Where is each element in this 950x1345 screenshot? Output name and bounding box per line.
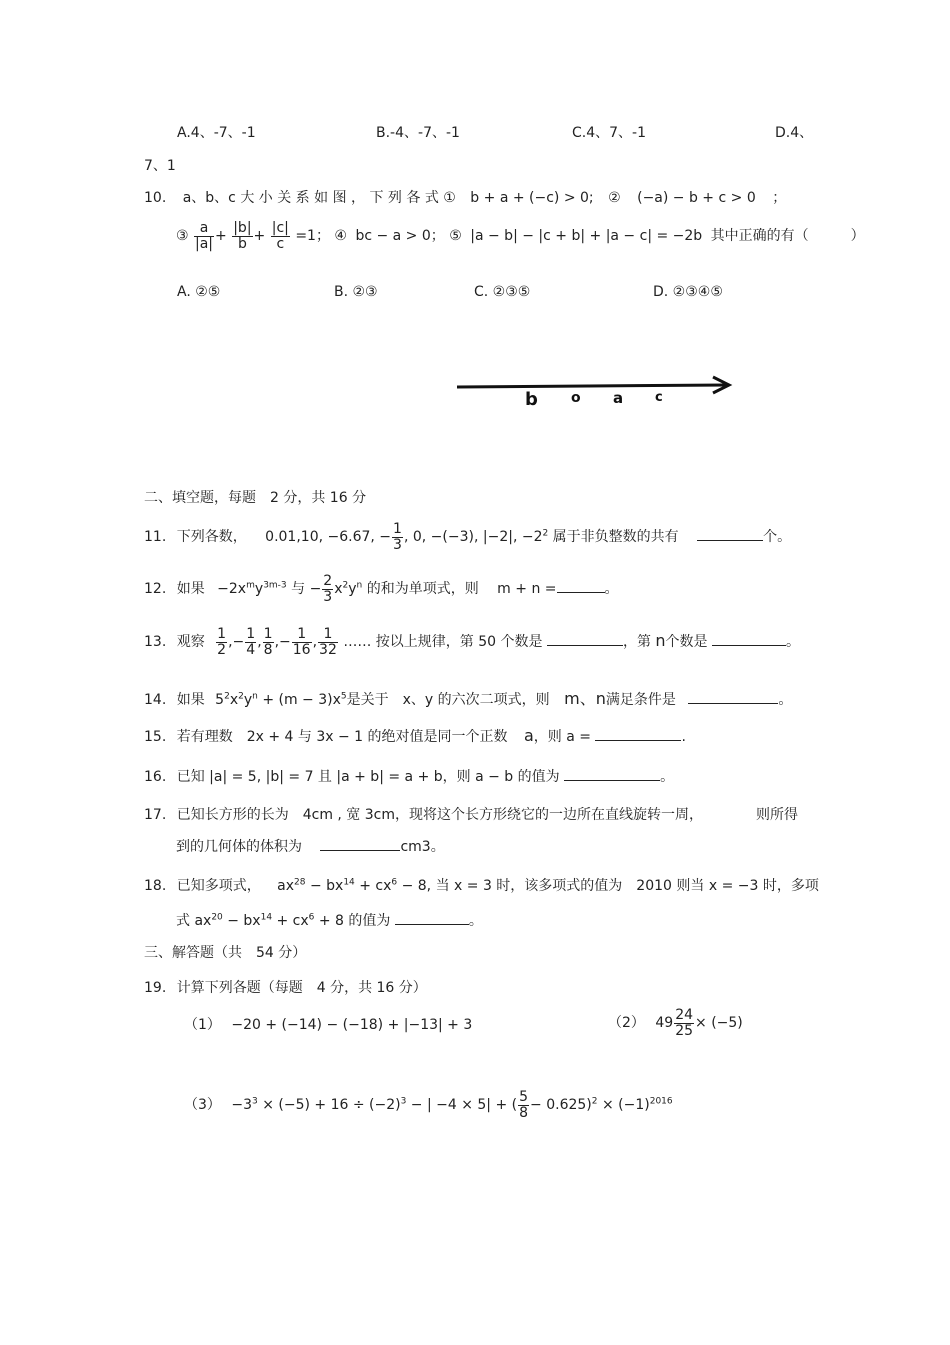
q13-mid: 按以上规律，第 50 个数是: [375, 634, 543, 651]
question-13: [144, 627, 800, 657]
q19-part3-a: −3: [231, 1097, 253, 1114]
q13-answer-blank-1[interactable]: [547, 633, 623, 646]
q11-frac: [392, 522, 403, 552]
q12-sup2: 3m-3: [263, 580, 287, 591]
q14-term2: x: [229, 692, 239, 708]
q12-answer-blank[interactable]: [557, 580, 605, 593]
q14-answer-blank[interactable]: [688, 691, 778, 704]
q13-dots: ……: [343, 634, 372, 651]
q14-mn: m、n: [564, 689, 606, 708]
question-15: [144, 726, 686, 746]
q13-frac-5-den: 32: [319, 641, 337, 658]
question-19: [144, 977, 427, 997]
q19-part3-b: × (−5) + 16 ÷ (−2): [262, 1097, 401, 1114]
q12-frac: [322, 574, 333, 604]
q10-expr1: b + a + (−c) > 0;: [470, 190, 594, 206]
q9-option-c: C.4、7、-1: [572, 125, 646, 141]
q12-lead: 如果: [176, 581, 205, 598]
q9-option-d: D.4、: [775, 125, 814, 141]
q19-part1: [184, 1014, 472, 1034]
q10-frac3-num: |c|: [271, 220, 289, 236]
q18-f1: 20: [211, 912, 223, 923]
q10-frac1-den: |a|: [195, 235, 214, 252]
q12-tail: 的和为单项式，则: [366, 581, 479, 598]
q18-p1: ax: [277, 878, 295, 894]
q19-part3-e-sup: 2016: [649, 1096, 673, 1107]
q15-answer-blank[interactable]: [595, 728, 681, 741]
q11-frac-den: 3: [393, 536, 402, 553]
q19-part3-a-sup: 3: [252, 1096, 258, 1107]
q17-number: 17.: [144, 807, 167, 823]
q10-frac1: [194, 221, 214, 251]
question-17-line1: [144, 804, 703, 824]
q18-l2b: − bx: [227, 913, 261, 929]
question-12: [144, 574, 619, 604]
q10-eq1: =1；: [295, 228, 330, 245]
q13-frac-2-num: 1: [246, 626, 256, 642]
q18-p3: + cx: [359, 878, 392, 894]
q16-text: 已知 |a| = 5, |b| = 7 且 |a + b| = a + b，则 a − b 的值为: [176, 769, 560, 785]
q10-number: 10.: [144, 190, 167, 206]
q13-frac-4-num: 1: [292, 627, 312, 643]
q11-lead: 下列各数，: [176, 529, 247, 546]
q14-sup4: 5: [340, 691, 347, 702]
q15-number: 15.: [144, 729, 167, 745]
q12-neg: −: [309, 581, 322, 598]
q19-part3-b-sup: 3: [400, 1096, 407, 1107]
q19-part3-label: （3）: [184, 1097, 221, 1114]
q19-part3-d: − 0.625): [530, 1097, 592, 1114]
q12-sup1: m: [246, 580, 255, 591]
q18-p4: − 8,: [401, 878, 432, 894]
q18-l2c: + cx: [276, 913, 309, 929]
q14-end: 。: [778, 692, 793, 708]
q15-end: .: [681, 729, 686, 745]
q19-text: 计算下列各题（每题 4 分，共 16 分）: [176, 980, 427, 996]
q15-tail: ，则 a =: [533, 729, 592, 745]
q15-text: 若有理数 2x + 4 与 3x − 1 的绝对值是同一个正数: [176, 729, 508, 745]
q18-p2: − bx: [309, 878, 344, 894]
q10-semicolon: ；: [772, 190, 787, 206]
q13-end: 。: [786, 634, 800, 651]
q12-term1: −2x: [217, 581, 247, 598]
q14-sup1: 2: [224, 691, 230, 702]
q13-frac-4-sign: −: [279, 634, 291, 651]
q10-frac3: [271, 221, 290, 251]
q19-part3-d-sup: 2: [591, 1096, 598, 1107]
q11-answer-blank[interactable]: [697, 528, 763, 541]
q11-after: 个。: [763, 529, 792, 546]
q13-frac-4-den: 16: [292, 641, 311, 658]
q11-number: 11.: [144, 529, 167, 546]
question-11: [144, 522, 791, 552]
q19-part2-label: （2）: [608, 1015, 645, 1032]
q11-numbers-a: 0.01,10, −6.67, −: [265, 529, 392, 546]
q13-frac-3-den: 8: [263, 641, 273, 658]
q12-sup4: n: [356, 580, 363, 591]
q13-frac-1: [216, 627, 227, 657]
q14-term1: 5: [215, 692, 225, 708]
q19-part2-tail: × (−5): [695, 1015, 743, 1032]
q10-frac2-num: |b|: [233, 220, 252, 236]
q18-answer-blank[interactable]: [395, 912, 469, 925]
q9-option-d-wrap: 7、1: [144, 158, 176, 174]
q14-lead: 如果: [176, 692, 205, 708]
q10-expr5: |a − b| − |c + b| + |a − c| = −2b: [470, 228, 703, 245]
q19-part1-label: （1）: [184, 1017, 221, 1033]
q16-end: 。: [660, 769, 675, 785]
q12-term3: x: [334, 581, 343, 598]
q12-frac-num: 2: [323, 573, 333, 589]
q14-tail: 满足条件是: [605, 692, 676, 708]
number-line-label-a: a: [613, 389, 624, 407]
q19-part2-frac-num: 24: [675, 1007, 694, 1023]
q10-circle5: ⑤: [449, 228, 462, 245]
q13-lead: 观察: [176, 634, 205, 651]
q11-sup: 2: [542, 528, 549, 539]
q10-circle2: ②: [608, 190, 621, 206]
question-14: [144, 686, 792, 709]
q10-option-b: B. ②③: [334, 284, 378, 300]
q17-line1b: 则所得: [756, 807, 798, 823]
q12-term2: y: [254, 581, 264, 598]
q18-lead: 已知多项式，: [176, 878, 261, 894]
q19-part3-frac: [518, 1090, 529, 1120]
q18-f3: 6: [308, 912, 315, 923]
q10-frac1-num: a: [194, 221, 214, 237]
q18-f2: 14: [260, 912, 273, 923]
number-line-label-o: o: [571, 390, 581, 406]
q13-frac-3: [263, 627, 274, 657]
q11-numbers-b: , 0, −(−3), |−2|, −2: [403, 529, 543, 546]
q10-lead: a、b、c 大 小 关 系 如 图 ， 下 列 各 式 ①: [182, 190, 456, 206]
q19-part2-frac: [674, 1008, 694, 1038]
q11-tail: 属于非负整数的共有: [552, 529, 679, 546]
q11-frac-num: 1: [393, 521, 402, 537]
q10-option-c: C. ②③⑤: [474, 284, 531, 300]
q19-part3-e: × (−1): [601, 1097, 650, 1114]
q13-frac-4: [292, 627, 312, 657]
q12-term4: y: [348, 581, 357, 598]
q13-n: n: [655, 631, 666, 651]
q10-circle4: ④: [334, 228, 347, 245]
number-line-axis: [457, 385, 727, 387]
number-line-label-c: c: [655, 390, 663, 405]
q18-e2: 14: [343, 877, 355, 888]
q18-end: 。: [468, 913, 483, 929]
question-18-line1: [144, 875, 819, 895]
section-3-heading: 三、解答题（共 54 分）: [144, 945, 307, 961]
q10-tail: 其中正确的有（ ）: [710, 228, 865, 245]
q19-part2-int: 49: [655, 1015, 674, 1032]
q14-term4: + (m − 3)x: [262, 692, 341, 708]
q13-frac-2-sign: −: [232, 634, 245, 651]
q19-part2: [608, 1008, 743, 1038]
q13-frac-3-num: 1: [263, 626, 273, 642]
q10-frac3-den: c: [276, 235, 285, 252]
q13-frac-5: [318, 627, 338, 657]
q17-line1: 已知长方形的长为 4cm , 宽 3cm，现将这个长方形绕它的一边所在直线旋转一周，: [176, 807, 704, 823]
q12-with: 与: [291, 581, 306, 598]
q10-option-a: A. ②⑤: [177, 284, 221, 300]
q13-answer-blank-2[interactable]: [712, 633, 786, 646]
q19-part2-frac-den: 25: [675, 1022, 694, 1039]
q13-number: 13.: [144, 634, 167, 651]
q19-part3-frac-den: 8: [519, 1104, 529, 1121]
q13-sequence: $\frac{1}{2}$ ,− $\frac{1}{4}$ , $\frac{1}{8}$ ,− $\frac{1}{16}$ , $\frac{1}{32}$: [217, 626, 337, 658]
question-17-line2: [176, 836, 445, 856]
q13-frac-1-den: 2: [217, 641, 227, 658]
section-2-heading: 二、填空题，每题 2 分，共 16 分: [144, 490, 367, 506]
q14-term3: y: [243, 692, 253, 708]
q18-mid: 当 x = 3 时，该多项式的值为 2010 则当 x = −3 时，多项: [435, 878, 819, 894]
q18-e1: 28: [294, 877, 306, 888]
q19-number: 19.: [144, 980, 167, 996]
q16-number: 16.: [144, 769, 167, 785]
q10-frac2-den: b: [237, 235, 247, 252]
q13-frac-1-num: 1: [217, 626, 227, 642]
question-18-line2: [176, 910, 483, 930]
q14-sup3: n: [252, 691, 258, 702]
q10-expr4: bc − a > 0；: [355, 228, 445, 245]
q12-sup3: 2: [342, 580, 349, 591]
number-line-figure: [455, 372, 735, 410]
q13-mid2: ，第: [622, 634, 651, 651]
q14-number: 14.: [144, 692, 167, 708]
q9-option-b: B.-4、-7、-1: [376, 125, 460, 141]
q17-unit: cm3。: [400, 839, 445, 855]
question-10-line1: [144, 187, 786, 207]
q10-expr2: (−a) − b + c > 0: [637, 190, 756, 206]
q12-m-plus-n: m + n =: [497, 581, 557, 598]
q13-mid3: 个数是: [665, 634, 708, 651]
number-line-label-b: b: [525, 389, 538, 410]
q18-e3: 6: [391, 877, 398, 888]
q13-frac-2-den: 4: [246, 641, 256, 658]
q17-line2: 到的几何体的体积为: [176, 839, 302, 855]
q19-part1-expr: −20 + (−14) − (−18) + |−13| + 3: [231, 1017, 473, 1033]
q12-end: 。: [604, 581, 619, 598]
q17-answer-blank[interactable]: [320, 838, 400, 851]
question-16: [144, 766, 674, 786]
q12-frac-den: 3: [323, 588, 333, 605]
question-10-line2: ③ $\frac{a}{|a|}$ + $\frac{|b|}{b}$ + $\frac{|c|}{c}$ =1； ④ bc − a > 0； ⑤ |a − b| − |c + b| + |a − c| = −2b 其中正确的有（ ）: [176, 220, 865, 252]
q19-part3-c: − | −4 × 5| + (: [410, 1097, 518, 1114]
q13-frac-2: [245, 627, 256, 657]
q13-frac-5-num: 1: [318, 627, 338, 643]
q9-option-a: A.4、-7、-1: [177, 125, 256, 141]
q15-a: a: [523, 726, 534, 745]
q10-circle3: ③: [176, 228, 189, 245]
q16-answer-blank[interactable]: [564, 768, 660, 781]
q19-part3-frac-num: 5: [519, 1089, 529, 1105]
q10-option-d: D. ②③④⑤: [653, 284, 723, 300]
q14-sup2: 2: [238, 691, 244, 702]
q18-l2: 式 ax: [176, 913, 212, 929]
q19-part3: [184, 1090, 673, 1120]
q12-number: 12.: [144, 581, 167, 598]
q10-frac2: [232, 221, 252, 251]
q14-mid: 是关于 x、y 的六次二项式，则: [346, 692, 550, 708]
q18-l2d: + 8 的值为: [318, 913, 391, 929]
q18-number: 18.: [144, 878, 167, 894]
